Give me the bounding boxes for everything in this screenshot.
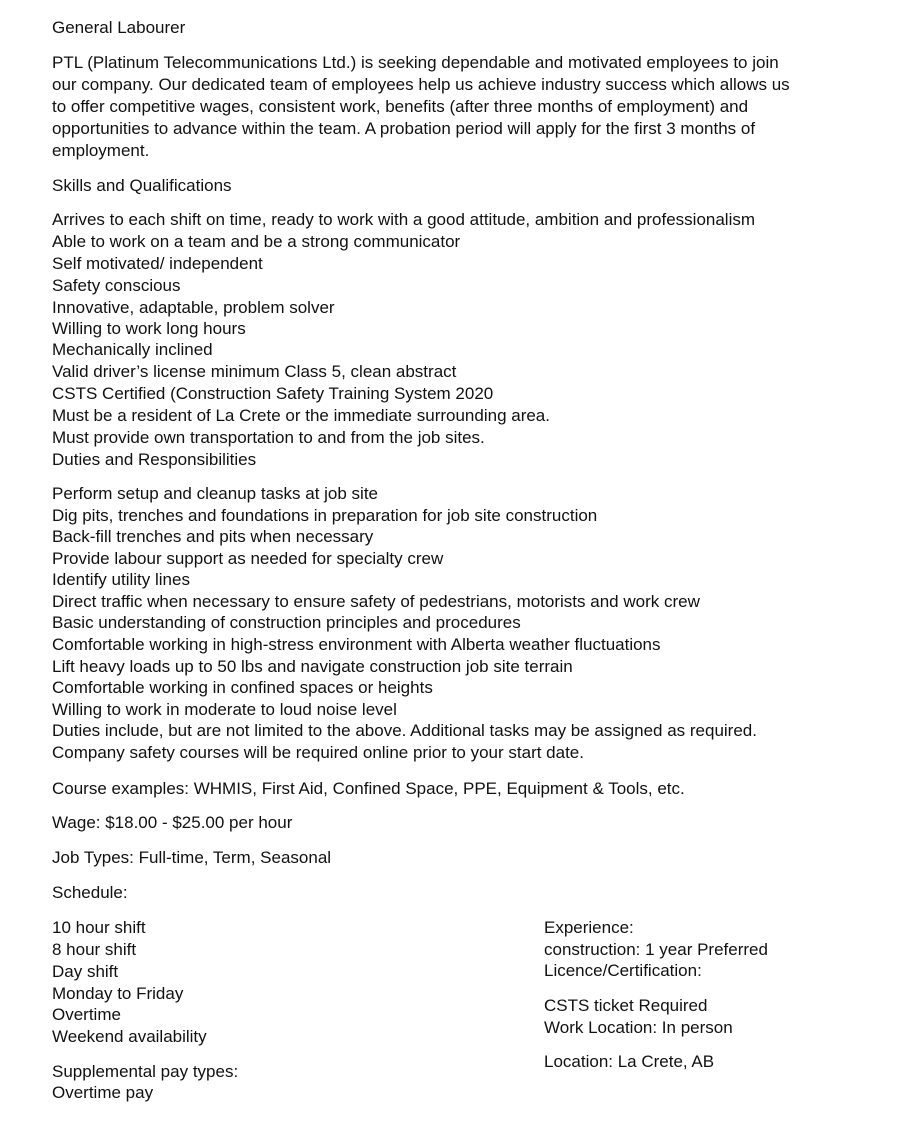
intro-line: our company. Our dedicated team of employees help us achieve industry success which allows us: [52, 75, 790, 94]
skill-item: Self motivated/ independent: [52, 254, 263, 273]
skill-item: Valid driver’s license minimum Class 5, clean abstract: [52, 362, 457, 381]
schedule-item: Weekend availability: [52, 1027, 207, 1046]
schedule-item: Day shift: [52, 962, 119, 981]
supplemental-item: Overtime pay: [52, 1083, 154, 1102]
intro-line: to offer competitive wages, consistent work, benefits (after three months of employment) and: [52, 97, 749, 116]
schedule-heading: Schedule:: [52, 883, 128, 902]
skill-item: Arrives to each shift on time, ready to work with a good attitude, ambition and professionalism: [52, 210, 756, 229]
work-location: Work Location: In person: [544, 1018, 733, 1037]
duty-item: Identify utility lines: [52, 570, 190, 589]
duty-item: Provide labour support as needed for specialty crew: [52, 549, 444, 568]
job-title: General Labourer: [52, 18, 186, 37]
skill-item: Innovative, adaptable, problem solver: [52, 298, 335, 317]
duties-heading: Duties and Responsibilities: [52, 450, 257, 469]
duty-item: Comfortable working in confined spaces or heights: [52, 678, 433, 697]
duty-item: Dig pits, trenches and foundations in preparation for job site construction: [52, 506, 598, 525]
skill-item: Safety conscious: [52, 276, 181, 295]
skill-item: Able to work on a team and be a strong communicator: [52, 232, 461, 251]
skill-item: Must be a resident of La Crete or the immediate surrounding area.: [52, 406, 550, 425]
duty-item: Company safety courses will be required online prior to your start date.: [52, 743, 584, 762]
intro-line: employment.: [52, 141, 150, 160]
duty-item: Comfortable working in high-stress environment with Alberta weather fluctuations: [52, 635, 661, 654]
experience-heading: Experience:: [544, 918, 634, 937]
intro-line: PTL (Platinum Telecommunications Ltd.) is seeking dependable and motivated employees to join: [52, 53, 779, 72]
schedule-item: Monday to Friday: [52, 984, 184, 1003]
wage: Wage: $18.00 - $25.00 per hour: [52, 813, 293, 832]
duty-item: Back-fill trenches and pits when necessary: [52, 527, 374, 546]
experience-value: construction: 1 year Preferred: [544, 940, 768, 959]
duty-item: Lift heavy loads up to 50 lbs and navigate construction job site terrain: [52, 657, 573, 676]
duty-item: Direct traffic when necessary to ensure safety of pedestrians, motorists and work crew: [52, 592, 700, 611]
skill-item: Mechanically inclined: [52, 340, 213, 359]
licence-value: CSTS ticket Required: [544, 996, 708, 1015]
supplemental-heading: Supplemental pay types:: [52, 1062, 239, 1081]
duty-item: Basic understanding of construction principles and procedures: [52, 613, 521, 632]
duty-item: Willing to work in moderate to loud noise level: [52, 700, 397, 719]
job-types: Job Types: Full-time, Term, Seasonal: [52, 848, 332, 867]
location: Location: La Crete, AB: [544, 1052, 715, 1071]
schedule-item: 10 hour shift: [52, 918, 146, 937]
duty-item: Duties include, but are not limited to the above. Additional tasks may be assigned as required.: [52, 721, 757, 740]
intro-line: opportunities to advance within the team. A probation period will apply for the first 3 months of: [52, 119, 756, 138]
course-examples: Course examples: WHMIS, First Aid, Confined Space, PPE, Equipment & Tools, etc.: [52, 779, 685, 798]
skill-item: Willing to work long hours: [52, 319, 246, 338]
licence-heading: Licence/Certification:: [544, 961, 702, 980]
skill-item: Must provide own transportation to and from the job sites.: [52, 428, 485, 447]
skill-item: CSTS Certified (Construction Safety Training System 2020: [52, 384, 494, 403]
schedule-item: Overtime: [52, 1005, 121, 1024]
duty-item: Perform setup and cleanup tasks at job site: [52, 484, 379, 503]
skills-heading: Skills and Qualifications: [52, 176, 232, 195]
schedule-item: 8 hour shift: [52, 940, 137, 959]
